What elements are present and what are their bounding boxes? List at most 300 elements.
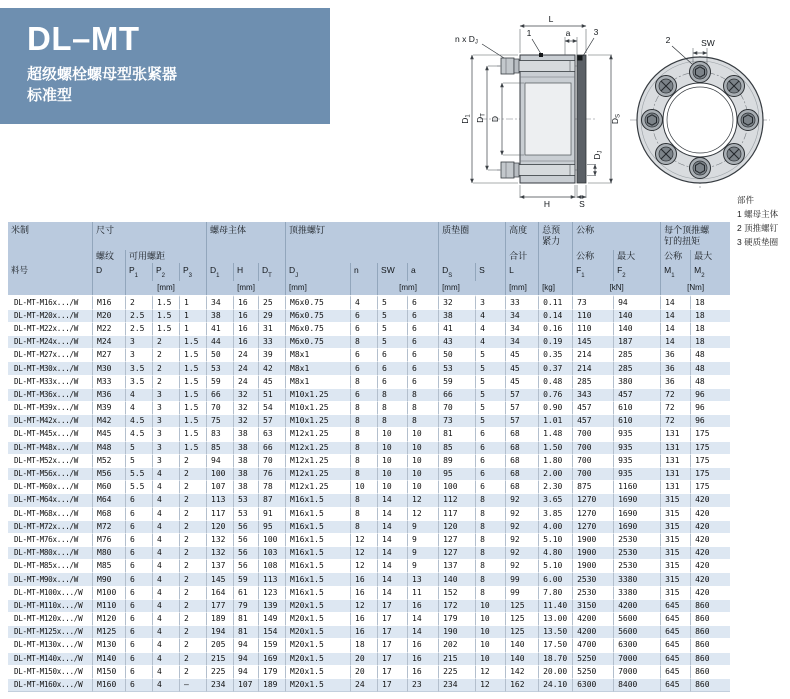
col-header-18: $M_1$: [660, 263, 690, 281]
dim-label-d1: D1: [460, 114, 472, 124]
value-cell: 4: [152, 534, 179, 547]
value-cell: 4: [152, 626, 179, 639]
value-cell: 108: [258, 560, 285, 573]
value-cell: 315: [660, 534, 690, 547]
value-cell: 875: [572, 481, 613, 494]
legend-item: 2 顶推螺钉: [737, 223, 779, 233]
value-cell: 8: [377, 389, 407, 402]
value-cell: 92: [505, 508, 538, 521]
value-cell: 48: [690, 349, 730, 362]
table-row: [8, 362, 730, 375]
value-cell: 2: [152, 349, 179, 362]
value-cell: 610: [613, 402, 660, 415]
value-cell: 10: [407, 455, 438, 468]
value-cell: 6: [125, 653, 152, 666]
part-number: DL-MT-M76x.../W: [8, 534, 92, 547]
value-cell: 6: [377, 349, 407, 362]
value-cell: 5: [377, 323, 407, 336]
value-cell: 131: [660, 481, 690, 494]
dim-label-h: H: [543, 199, 551, 209]
value-cell: 5.10: [538, 560, 572, 573]
value-cell: 16: [407, 653, 438, 666]
value-cell: 6: [125, 547, 152, 560]
table-row: [8, 481, 730, 494]
value-cell: 81: [438, 428, 475, 441]
col-header-19: $M_2$: [690, 263, 730, 281]
col-header-13: S: [475, 263, 505, 281]
value-cell: 179: [438, 613, 475, 626]
value-cell: 5: [377, 336, 407, 349]
table-row: [8, 455, 730, 468]
value-cell: 6.00: [538, 573, 572, 586]
value-cell: 6: [125, 587, 152, 600]
value-cell: 3.5: [125, 376, 152, 389]
value-cell: 12: [407, 494, 438, 507]
value-cell: 420: [690, 534, 730, 547]
table-row: [8, 626, 730, 639]
value-cell: 8: [475, 573, 505, 586]
value-cell: 68: [505, 455, 538, 468]
value-cell: 68: [505, 468, 538, 481]
value-cell: 6: [475, 455, 505, 468]
value-cell: 17: [377, 666, 407, 679]
value-cell: 0.16: [538, 323, 572, 336]
value-cell: 4: [152, 547, 179, 560]
value-cell: 2530: [572, 573, 613, 586]
value-cell: 1690: [613, 508, 660, 521]
value-cell: 215: [438, 653, 475, 666]
value-cell: 56: [233, 534, 258, 547]
value-cell: 32: [233, 402, 258, 415]
header-nominal-f: 公称: [572, 250, 613, 263]
value-cell: M110: [92, 600, 125, 613]
value-cell: 8: [350, 455, 377, 468]
value-cell: 42: [258, 362, 285, 375]
value-cell: 12: [407, 508, 438, 521]
value-cell: 14: [377, 534, 407, 547]
value-cell: 50: [438, 349, 475, 362]
header-group-jack-screw: 顶推螺钉: [285, 222, 438, 250]
value-cell: 117: [438, 508, 475, 521]
value-cell: 125: [505, 626, 538, 639]
value-cell: 169: [258, 653, 285, 666]
value-cell: 120: [206, 521, 233, 534]
value-cell: 6: [350, 349, 377, 362]
value-cell: M12x1.25: [285, 442, 350, 455]
col-header-15: [538, 263, 572, 281]
header-nominal-m: 公称: [660, 250, 690, 263]
legend-item: 1 螺母主体: [737, 209, 779, 219]
value-cell: 131: [660, 468, 690, 481]
value-cell: 8: [475, 534, 505, 547]
value-cell: M36: [92, 389, 125, 402]
col-header-11: a: [407, 263, 438, 281]
value-cell: 85: [206, 442, 233, 455]
value-cell: 0.35: [538, 349, 572, 362]
part-number: DL-MT-M68x.../W: [8, 508, 92, 521]
value-cell: 68: [505, 428, 538, 441]
value-cell: 92: [505, 521, 538, 534]
value-cell: 154: [258, 626, 285, 639]
part-number: DL-MT-M110x.../W: [8, 600, 92, 613]
value-cell: 4: [152, 560, 179, 573]
value-cell: 3.85: [538, 508, 572, 521]
value-cell: 6: [125, 508, 152, 521]
value-cell: 2: [152, 376, 179, 389]
value-cell: M16x1.5: [285, 587, 350, 600]
table-row: [8, 389, 730, 402]
table-row: [8, 402, 730, 415]
value-cell: M80: [92, 547, 125, 560]
value-cell: 4200: [613, 600, 660, 613]
hard-washer-shape: [577, 55, 586, 183]
value-cell: 43: [438, 336, 475, 349]
dim-label-sw: SW: [701, 38, 715, 48]
dim-label-a: a: [565, 28, 571, 38]
value-cell: 214: [572, 349, 613, 362]
value-cell: 8: [350, 494, 377, 507]
value-cell: M33: [92, 376, 125, 389]
value-cell: 14: [377, 560, 407, 573]
value-cell: 20: [350, 653, 377, 666]
value-cell: 100: [438, 481, 475, 494]
value-cell: 315: [660, 508, 690, 521]
value-cell: 6: [407, 310, 438, 323]
value-cell: 16: [350, 613, 377, 626]
value-cell: 3: [152, 442, 179, 455]
value-cell: 9: [407, 547, 438, 560]
value-cell: 57: [505, 389, 538, 402]
value-cell: 92: [505, 534, 538, 547]
table-row: [8, 428, 730, 441]
value-cell: 8: [407, 389, 438, 402]
value-cell: 10: [407, 428, 438, 441]
value-cell: 8: [350, 336, 377, 349]
value-cell: 57: [505, 402, 538, 415]
col-header-17: $F_2$: [613, 263, 660, 281]
value-cell: 420: [690, 508, 730, 521]
value-cell: 4.5: [125, 428, 152, 441]
value-cell: 1: [179, 310, 206, 323]
value-cell: 645: [660, 666, 690, 679]
value-cell: 3: [125, 336, 152, 349]
value-cell: 935: [613, 428, 660, 441]
value-cell: 75: [206, 415, 233, 428]
value-cell: 6: [475, 442, 505, 455]
value-cell: 6: [350, 362, 377, 375]
value-cell: 1.5: [152, 310, 179, 323]
part-number: DL-MT-M33x.../W: [8, 376, 92, 389]
value-cell: 8400: [613, 679, 660, 692]
product-type-label: 标准型: [27, 87, 73, 104]
value-cell: 127: [438, 547, 475, 560]
value-cell: 6: [125, 639, 152, 652]
value-cell: 2: [179, 587, 206, 600]
value-cell: 3380: [613, 587, 660, 600]
side-view-drawing: [425, 5, 625, 212]
unit-mm-l: [mm]: [505, 281, 538, 295]
value-cell: 9: [407, 560, 438, 573]
value-cell: 860: [690, 600, 730, 613]
value-cell: 860: [690, 679, 730, 692]
value-cell: 315: [660, 560, 690, 573]
value-cell: 16: [233, 310, 258, 323]
value-cell: 10: [377, 442, 407, 455]
value-cell: M42: [92, 415, 125, 428]
value-cell: 18: [350, 639, 377, 652]
header-usable-pitch: 可用螺距: [125, 250, 206, 263]
value-cell: 860: [690, 639, 730, 652]
part-number: DL-MT-M100x.../W: [8, 587, 92, 600]
value-cell: M22: [92, 323, 125, 336]
value-cell: 5600: [613, 626, 660, 639]
value-cell: 5: [475, 389, 505, 402]
value-cell: 10: [377, 428, 407, 441]
header-group-torque: 每个顶推螺 钉的扭矩: [660, 222, 730, 250]
value-cell: M85: [92, 560, 125, 573]
thread-bore-shape: [525, 83, 571, 155]
value-cell: 4.5: [125, 415, 152, 428]
header-group-nominal-force: 公称: [572, 222, 660, 250]
value-cell: M8x1: [285, 362, 350, 375]
value-cell: 187: [613, 336, 660, 349]
value-cell: 149: [258, 613, 285, 626]
value-cell: 2: [179, 534, 206, 547]
value-cell: 315: [660, 573, 690, 586]
value-cell: 3: [152, 428, 179, 441]
value-cell: 72: [660, 402, 690, 415]
value-cell: 10: [475, 626, 505, 639]
value-cell: 117: [206, 508, 233, 521]
value-cell: 81: [233, 613, 258, 626]
value-cell: 6: [407, 295, 438, 310]
value-cell: 420: [690, 547, 730, 560]
value-cell: M6x0.75: [285, 295, 350, 310]
value-cell: 16: [233, 295, 258, 310]
table-row: [8, 653, 730, 666]
value-cell: 10: [377, 455, 407, 468]
part-number: DL-MT-M36x.../W: [8, 389, 92, 402]
value-cell: 10: [350, 481, 377, 494]
unit-mm-washer: [mm]: [438, 281, 505, 295]
value-cell: 315: [660, 521, 690, 534]
value-cell: 38: [206, 310, 233, 323]
value-cell: 1: [179, 295, 206, 310]
part-number: DL-MT-M125x.../W: [8, 626, 92, 639]
value-cell: 6: [125, 679, 152, 692]
value-cell: M30: [92, 362, 125, 375]
value-cell: 420: [690, 587, 730, 600]
value-cell: 1160: [613, 481, 660, 494]
value-cell: 45: [505, 362, 538, 375]
table-row: [8, 600, 730, 613]
value-cell: 285: [572, 376, 613, 389]
value-cell: 10: [475, 639, 505, 652]
value-cell: 140: [505, 639, 538, 652]
value-cell: 18: [690, 295, 730, 310]
value-cell: 24: [350, 679, 377, 692]
value-cell: 68: [505, 481, 538, 494]
value-cell: 70: [206, 402, 233, 415]
table-row: [8, 442, 730, 455]
value-cell: M6x0.75: [285, 310, 350, 323]
value-cell: 2: [179, 468, 206, 481]
value-cell: 6: [377, 376, 407, 389]
col-header-1: D: [92, 263, 125, 281]
value-cell: 53: [206, 362, 233, 375]
value-cell: M125: [92, 626, 125, 639]
front-view-drawing: [622, 22, 772, 192]
value-cell: 8: [350, 508, 377, 521]
value-cell: 4: [475, 310, 505, 323]
value-cell: 96: [690, 389, 730, 402]
value-cell: 315: [660, 587, 690, 600]
table-row: [8, 547, 730, 560]
value-cell: 8: [407, 415, 438, 428]
value-cell: 7000: [613, 653, 660, 666]
value-cell: 457: [572, 415, 613, 428]
value-cell: 3380: [613, 573, 660, 586]
part-number: DL-MT-M120x.../W: [8, 613, 92, 626]
value-cell: M16: [92, 295, 125, 310]
value-cell: 45: [505, 376, 538, 389]
jack-screw-bottom-shape: [501, 162, 575, 178]
value-cell: 70: [258, 455, 285, 468]
value-cell: 140: [613, 323, 660, 336]
value-cell: 6: [125, 573, 152, 586]
value-cell: M8x1: [285, 376, 350, 389]
value-cell: M12x1.25: [285, 468, 350, 481]
part-number: DL-MT-M56x.../W: [8, 468, 92, 481]
value-cell: 3: [152, 415, 179, 428]
header-group-washer: 质垫圈: [438, 222, 505, 250]
value-cell: 4700: [572, 639, 613, 652]
value-cell: 1.5: [179, 402, 206, 415]
value-cell: 1690: [613, 494, 660, 507]
jack-screw-icon: [656, 144, 677, 165]
dim-label-s: S: [579, 199, 585, 209]
part-number: DL-MT-M42x.../W: [8, 415, 92, 428]
value-cell: 34: [206, 295, 233, 310]
value-cell: 61: [233, 587, 258, 600]
value-cell: 6: [125, 600, 152, 613]
value-cell: 57: [505, 415, 538, 428]
value-cell: 4: [152, 494, 179, 507]
value-cell: 2.00: [538, 468, 572, 481]
value-cell: 2: [179, 494, 206, 507]
value-cell: M10x1.25: [285, 415, 350, 428]
header-sub-row: [8, 250, 730, 263]
table-row: [8, 323, 730, 336]
value-cell: 66: [438, 389, 475, 402]
value-cell: 34: [505, 323, 538, 336]
value-cell: 3.65: [538, 494, 572, 507]
value-cell: 33: [505, 295, 538, 310]
part-number: DL-MT-M64x.../W: [8, 494, 92, 507]
value-cell: 175: [690, 481, 730, 494]
value-cell: 2: [179, 521, 206, 534]
value-cell: 131: [660, 428, 690, 441]
value-cell: 610: [613, 415, 660, 428]
col-header-10: SW: [377, 263, 407, 281]
value-cell: 33: [258, 336, 285, 349]
value-cell: 24.10: [538, 679, 572, 692]
part-number: DL-MT-M72x.../W: [8, 521, 92, 534]
col-header-5: $D_1$: [206, 263, 233, 281]
value-cell: 4: [152, 600, 179, 613]
value-cell: 44: [206, 336, 233, 349]
col-header-14: L: [505, 263, 538, 281]
value-cell: 12: [475, 679, 505, 692]
value-cell: M16x1.5: [285, 573, 350, 586]
value-cell: 4: [475, 323, 505, 336]
dim-label-dt: DT: [475, 113, 487, 123]
value-cell: 145: [572, 336, 613, 349]
value-cell: 1900: [572, 534, 613, 547]
value-cell: 83: [206, 428, 233, 441]
value-cell: 92: [505, 494, 538, 507]
value-cell: 343: [572, 389, 613, 402]
value-cell: 14: [377, 521, 407, 534]
header-group-size: 尺寸: [92, 222, 206, 250]
value-cell: 34: [505, 310, 538, 323]
value-cell: 140: [613, 310, 660, 323]
value-cell: 14: [377, 494, 407, 507]
value-cell: 1.50: [538, 442, 572, 455]
part-number: DL-MT-M160x.../W: [8, 679, 92, 692]
value-cell: 20: [350, 666, 377, 679]
value-cell: 2: [179, 547, 206, 560]
callout-n-x-dj-label: n x DJ: [455, 34, 478, 46]
value-cell: 4: [152, 508, 179, 521]
value-cell: 1.48: [538, 428, 572, 441]
value-cell: 16: [233, 336, 258, 349]
unit-mm-dj: [mm]: [285, 281, 350, 295]
value-cell: 91: [258, 508, 285, 521]
value-cell: 56: [233, 521, 258, 534]
value-cell: 12: [350, 560, 377, 573]
value-cell: 127: [438, 534, 475, 547]
value-cell: 7.80: [538, 587, 572, 600]
value-cell: 6: [125, 521, 152, 534]
col-header-9: n: [350, 263, 377, 281]
table-row: [8, 376, 730, 389]
value-cell: 113: [258, 573, 285, 586]
table-row: [8, 573, 730, 586]
value-cell: 14: [660, 310, 690, 323]
unit-kg: [kg]: [538, 281, 572, 295]
value-cell: 25: [258, 295, 285, 310]
value-cell: 38: [233, 442, 258, 455]
jack-screw-icon: [656, 76, 677, 97]
value-cell: 380: [613, 376, 660, 389]
table-row: [8, 613, 730, 626]
value-cell: 103: [258, 547, 285, 560]
value-cell: 131: [660, 442, 690, 455]
dim-label-L: L: [548, 14, 554, 24]
value-cell: 14: [407, 626, 438, 639]
table-row: [8, 521, 730, 534]
value-cell: 457: [572, 402, 613, 415]
value-cell: 4: [152, 573, 179, 586]
value-cell: M16x1.5: [285, 560, 350, 573]
value-cell: 3: [475, 295, 505, 310]
value-cell: M90: [92, 573, 125, 586]
value-cell: 6300: [613, 639, 660, 652]
value-cell: 5: [125, 455, 152, 468]
value-cell: 935: [613, 442, 660, 455]
value-cell: 99: [505, 573, 538, 586]
